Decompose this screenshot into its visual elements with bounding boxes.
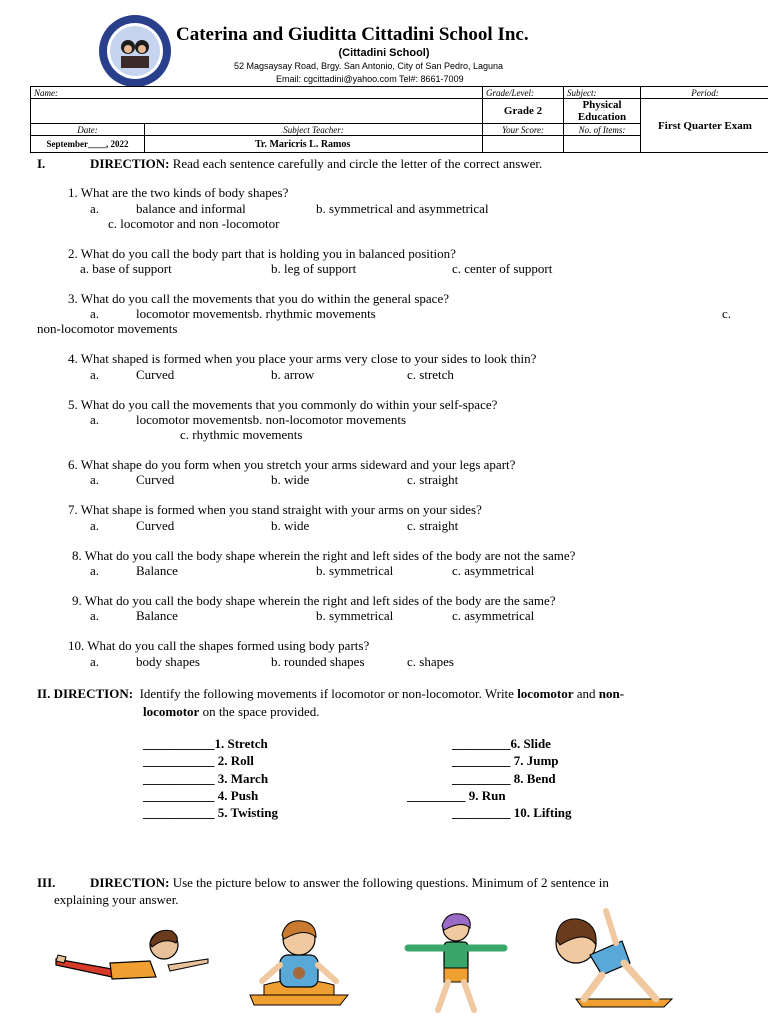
q7-option-c[interactable]: c. straight bbox=[407, 518, 459, 533]
question-8: 8. What do you call the body shape wherein the right and left sides of the body are not the same? bbox=[72, 548, 576, 563]
q3-option-c-letter[interactable]: c. bbox=[722, 306, 732, 321]
q8-option-a[interactable]: Balance bbox=[136, 563, 178, 578]
part2-item-5[interactable]: ___________ 5. Twisting bbox=[143, 805, 278, 820]
part2-item-10[interactable]: _________ 10. Lifting bbox=[452, 805, 572, 820]
question-2: 2. What do you call the body part that is holding you in balanced position? bbox=[68, 246, 456, 261]
q5-option-ab[interactable]: locomotor movementsb. non-locomotor movements bbox=[136, 412, 407, 427]
grade-label: Grade/Level: bbox=[483, 87, 564, 99]
question-4: 4. What shaped is formed when you place your arms very close to your sides to look thin? bbox=[68, 351, 537, 366]
teacher-value: Tr. Maricris L. Ramos bbox=[145, 136, 483, 153]
grade-value: Grade 2 bbox=[483, 99, 564, 124]
part2-direction bbox=[37, 686, 624, 702]
q7-option-a-letter[interactable]: a. bbox=[90, 518, 100, 533]
q6-option-c[interactable]: c. straight bbox=[407, 472, 459, 487]
q4-option-b[interactable]: b. arrow bbox=[271, 367, 315, 382]
q7-option-b[interactable]: b. wide bbox=[271, 518, 310, 533]
q1-option-c[interactable]: c. locomotor and non -locomotor bbox=[108, 216, 280, 231]
q2-option-c[interactable]: c. center of support bbox=[452, 261, 553, 276]
student-info-table bbox=[30, 86, 768, 153]
school-address: 52 Magsaysay Road, Brgy. San Antonio, City of San Pedro, Laguna bbox=[234, 61, 503, 71]
q9-option-c[interactable]: c. asymmetrical bbox=[452, 608, 535, 623]
part1-numeral: I. bbox=[37, 156, 46, 171]
part3-numeral: III. bbox=[37, 875, 56, 890]
q10-option-c[interactable]: c. shapes bbox=[407, 654, 454, 669]
part2-text-b: on the space provided. bbox=[202, 704, 320, 719]
period-value: First Quarter Exam bbox=[641, 99, 768, 153]
name-label: Name: bbox=[31, 87, 483, 99]
score-label: Your Score: bbox=[483, 124, 564, 136]
part2-item-9[interactable]: _________ 9. Run bbox=[407, 788, 506, 803]
part2-item-2[interactable]: ___________ 2. Roll bbox=[143, 753, 254, 768]
child-lying-picture bbox=[52, 925, 212, 991]
part2-item-3[interactable]: ___________ 3. March bbox=[143, 771, 269, 786]
part1-direction-label: DIRECTION: bbox=[90, 156, 170, 171]
q6-option-a[interactable]: Curved bbox=[136, 472, 175, 487]
subject-value: Physical Education bbox=[564, 99, 641, 124]
q2-option-b[interactable]: b. leg of support bbox=[271, 261, 357, 276]
part3-direction bbox=[90, 875, 609, 891]
teacher-label: Subject Teacher: bbox=[145, 124, 483, 136]
part2-item-1[interactable]: ___________1. Stretch bbox=[143, 736, 268, 751]
school-short-name: (Cittadini School) bbox=[338, 47, 430, 59]
q8-option-c[interactable]: c. asymmetrical bbox=[452, 563, 535, 578]
part1-direction-text: Read each sentence carefully and circle the letter of the correct answer. bbox=[172, 156, 543, 171]
q9-option-a-letter[interactable]: a. bbox=[90, 608, 100, 623]
period-label: Period: bbox=[641, 87, 768, 99]
name-field[interactable] bbox=[31, 99, 483, 124]
part3-text-2: explaining your answer. bbox=[54, 892, 179, 907]
girl-stretching-picture bbox=[546, 905, 676, 1009]
q4-option-c[interactable]: c. stretch bbox=[407, 367, 454, 382]
q8-option-a-letter[interactable]: a. bbox=[90, 563, 100, 578]
boy-sitting-picture bbox=[244, 915, 354, 1007]
part2-direction-label: II. DIRECTION: bbox=[37, 686, 134, 701]
items-field bbox=[564, 136, 641, 153]
q5-option-c[interactable]: c. rhythmic movements bbox=[180, 427, 303, 442]
q6-option-a-letter[interactable]: a. bbox=[90, 472, 100, 487]
part2-bold-locomotor-2: locomotor bbox=[143, 704, 200, 719]
part2-item-8[interactable]: _________ 8. Bend bbox=[452, 771, 556, 786]
question-5: 5. What do you call the movements that you commonly do within your self-space? bbox=[68, 397, 498, 412]
question-6: 6. What shape do you form when you stretch your arms sideward and your legs apart? bbox=[68, 457, 516, 472]
q2-option-a[interactable]: a. base of support bbox=[80, 261, 172, 276]
q1-option-a[interactable]: balance and informal bbox=[136, 201, 246, 216]
q10-option-a[interactable]: body shapes bbox=[136, 654, 200, 669]
q3-option-c[interactable]: non-locomotor movements bbox=[37, 321, 178, 336]
question-7: 7. What shape is formed when you stand straight with your arms on your sides? bbox=[68, 502, 482, 517]
q6-option-b[interactable]: b. wide bbox=[271, 472, 310, 487]
girl-standing-picture bbox=[404, 910, 508, 1014]
part2-text-a: Identify the following movements if locomotor or non-locomotor. Write bbox=[139, 686, 514, 701]
question-9: 9. What do you call the body shape wherein the right and left sides of the body are the same? bbox=[72, 593, 556, 608]
part1-direction bbox=[90, 156, 542, 172]
q3-option-a-letter[interactable]: a. bbox=[90, 306, 100, 321]
school-name: Caterina and Giuditta Cittadini School Inc. bbox=[176, 24, 529, 45]
date-label: Date: bbox=[31, 124, 145, 136]
part2-text-and: and bbox=[576, 686, 596, 701]
items-label: No. of Items: bbox=[564, 124, 641, 136]
q7-option-a[interactable]: Curved bbox=[136, 518, 175, 533]
part2-item-6[interactable]: _________6. Slide bbox=[452, 736, 551, 751]
question-10: 10. What do you call the shapes formed using body parts? bbox=[68, 638, 370, 653]
part2-bold-non: non- bbox=[598, 686, 625, 701]
q9-option-a[interactable]: Balance bbox=[136, 608, 178, 623]
part2-direction-line2 bbox=[143, 704, 320, 720]
date-value: September____, 2022 bbox=[31, 136, 145, 153]
part2-item-4[interactable]: ___________ 4. Push bbox=[143, 788, 259, 803]
q4-option-a[interactable]: Curved bbox=[136, 367, 175, 382]
q1-option-a-letter[interactable]: a. bbox=[90, 201, 100, 216]
q1-option-b[interactable]: b. symmetrical and asymmetrical bbox=[316, 201, 489, 216]
part3-direction-label: DIRECTION: bbox=[90, 875, 170, 890]
part3-text-1: Use the picture below to answer the following questions. Minimum of 2 sentence in bbox=[172, 875, 609, 890]
question-3: 3. What do you call the movements that you do within the general space? bbox=[68, 291, 449, 306]
q3-option-ab[interactable]: locomotor movementsb. rhythmic movements bbox=[136, 306, 376, 321]
q5-option-a-letter[interactable]: a. bbox=[90, 412, 100, 427]
part2-bold-locomotor: locomotor bbox=[517, 686, 574, 701]
part2-item-7[interactable]: _________ 7. Jump bbox=[452, 753, 559, 768]
q10-option-a-letter[interactable]: a. bbox=[90, 654, 100, 669]
subject-label: Subject: bbox=[564, 87, 641, 99]
q8-option-b[interactable]: b. symmetrical bbox=[316, 563, 394, 578]
q9-option-b[interactable]: b. symmetrical bbox=[316, 608, 394, 623]
q10-option-b[interactable]: b. rounded shapes bbox=[271, 654, 365, 669]
question-1: 1. What are the two kinds of body shapes? bbox=[68, 185, 289, 200]
score-field[interactable] bbox=[483, 136, 564, 153]
q4-option-a-letter[interactable]: a. bbox=[90, 367, 100, 382]
school-contact: Email: cgcittadini@yahoo.com Tel#: 8661-7009 bbox=[276, 74, 464, 84]
